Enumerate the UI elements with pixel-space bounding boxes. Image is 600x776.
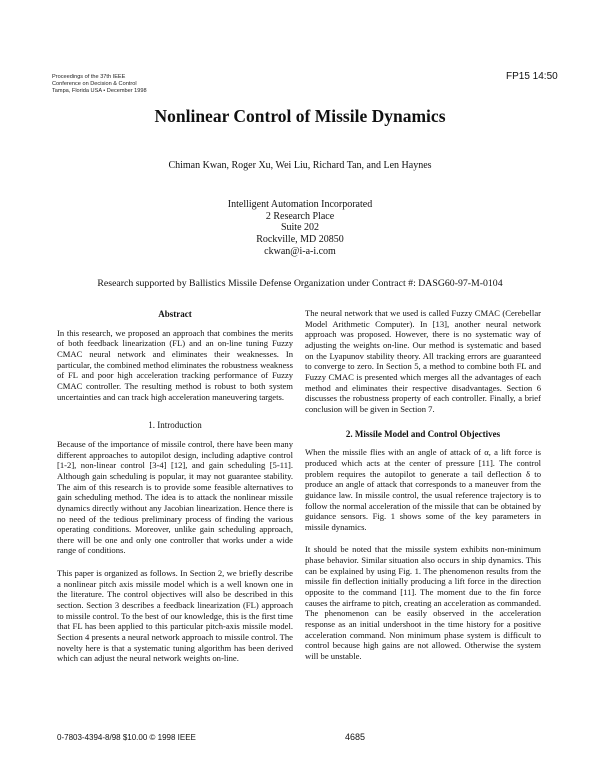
paragraph: This paper is organized as follows. In Section 2, we briefly describe a nonlinear pitch axis missile model which is a well known one in the literature. The control objectives will also be described in this section. Section 3 describes a feedback linearization (FL) approach to missile control. To the best of our knowledge, this is the first time that FL has been applied to this particular pitch-axis missile model. Section 4 presents a neural network approach to missile control. The novelty here is that a systematic tuning algorithm has been derived which can adjust the neural network weights on-line. [57, 568, 293, 664]
left-column [57, 309, 293, 673]
session-label: FP15 14:50 [506, 71, 558, 82]
abstract-text: In this research, we proposed an approach that combines the merits of both feedback linearization (FL) and an on-line tuning Fuzzy CMAC neural network and eliminates their weaknesses. In particular, the combined method eliminates the robustness weakness of FL and poor high acceleration tracking performance of Fuzzy CMAC controller. The resulting method is robust to both system uncertainties and can track high acceleration maneuvering targets. [57, 327, 293, 402]
abstract-heading: Abstract [158, 309, 192, 319]
proceedings-header [52, 74, 147, 95]
affiliation-line: Rockville, MD 20850 [256, 234, 344, 246]
paragraph: Because of the importance of missile control, there have been many different approaches to autopilot design, including adaptive control [1-2], non-linear control [3-4] [12], and gain scheduling [5-11]. Although gain scheduling is popular, it may not guarantee stability. The aim of this research is to provide some feasible alternatives to gain scheduling method. The idea is to attack the nonlinear missile dynamics directly without any Jacobian linearization. Hence there is no need of the tedious preliminary process of finding the various operating conditions. Moreover, unlike gain scheduling approach, there will be one and only one controller that works under a wide range of conditions. [57, 438, 293, 556]
paper-title: Nonlinear Control of Missile Dynamics [154, 106, 446, 126]
affiliation-line: 2 Research Place [265, 210, 335, 222]
page-number: 4685 [345, 732, 366, 742]
copyright-line: 0-7803-4394-8/98 $10.00 © 1998 IEEE [57, 733, 196, 742]
header-line: Tampa, Florida USA • December 1998 [52, 88, 147, 94]
affiliation-line: Intelligent Automation Incorporated [227, 199, 373, 210]
funding-note: Research supported by Ballistics Missile Defense Organization under Contract #: DASG60-97-M-0104 [97, 278, 503, 289]
affiliation-line: Suite 202 [280, 222, 320, 234]
section2-heading: 2. Missile Model and Control Objectives [345, 428, 501, 439]
right-column [305, 308, 541, 671]
email: ckwan@i-a-i.com [264, 245, 336, 257]
affiliation [0, 199, 600, 258]
paragraph: The neural network that we used is called Fuzzy CMAC (Cerebellar Model Arithmetic Computer). In [13], another neural network approach was proposed. However, there is no systematic way of adjusting the weights on-line. Our method is systematic and based on the Lyapunov stability theory. All tracking errors are guaranteed to converge to zero. In Section 5, a method to combine both FL and Fuzzy CMAC is presented which merges all the advantages of each method and eliminates their respective disadvantages. Section 6 discusses the robustness property of each controller. Finally, a brief conclusion will be given in Section 7. [305, 308, 541, 414]
header-line: Conference on Decision & Control [52, 81, 137, 87]
paragraph: When the missile flies with an angle of attack of α, a lift force is produced which acts at the center of pressure [11]. The control problem requires the autopilot to generate a tail deflection δ to produce an angle of attack that corresponds to a maneuver from the guidance law. In missile control, the usual reference trajectory is to follow the normal acceleration of the missile that can be obtained by guidance sensors. Fig. 1 shows some of the key parameters in missile dynamics. [305, 447, 541, 532]
intro-heading: 1. Introduction [148, 420, 202, 431]
authors: Chiman Kwan, Roger Xu, Wei Liu, Richard Tan, and Len Haynes [168, 160, 432, 171]
paragraph: It should be noted that the missile system exhibits non-minimum phase behavior. Similar situation also occurs in ship dynamics. This can be explained by using Fig. 1. The phenomenon results from the missile fin deflection initially producing a lift force in the direction opposite to the command [11]. The moment due to the fin force causes the airframe to pitch, creating an acceleration as commanded. The phenomenon can be easily observed in the acceleration response as an initial undershoot in the time history for a positive acceleration command. Non minimum phase system is difficult to control because high gains are not allowed. Otherwise the system will be unstable. [305, 544, 541, 662]
header-line: Proceedings of the 37th IEEE [52, 74, 126, 80]
